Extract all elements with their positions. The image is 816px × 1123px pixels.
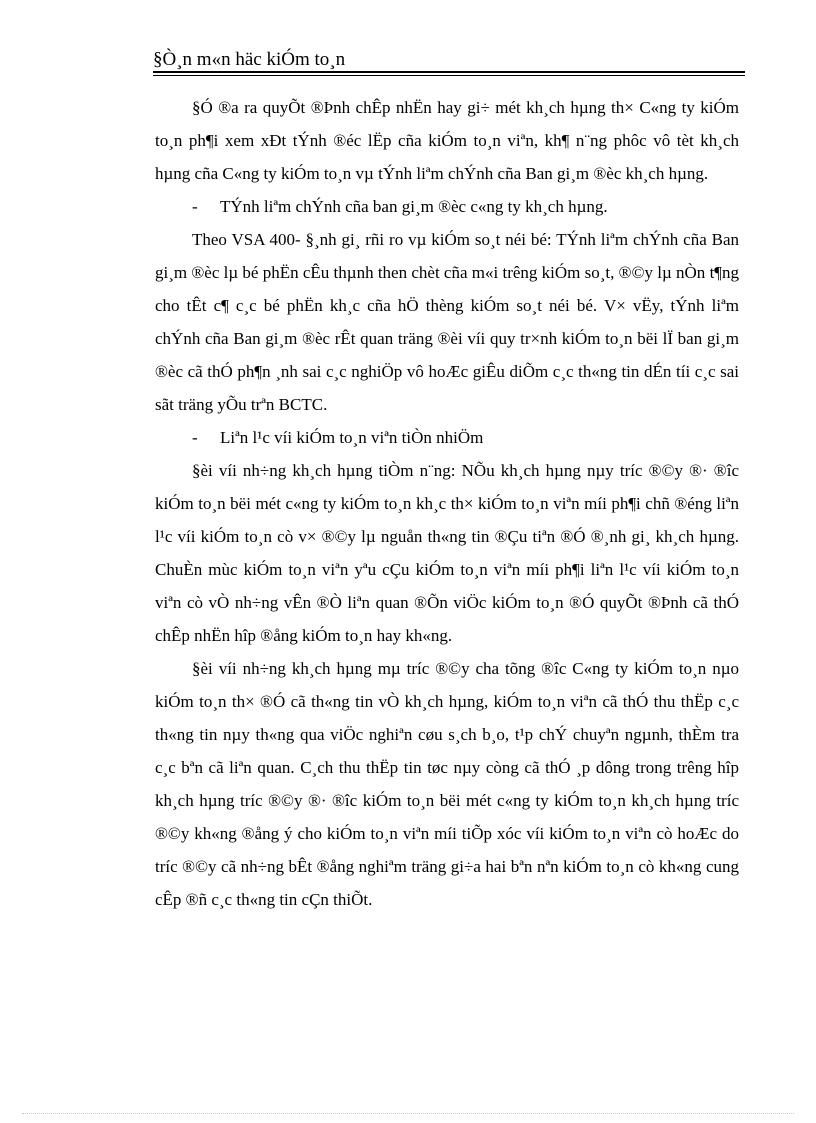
bullet-dash: - bbox=[192, 197, 198, 216]
bullet-item bbox=[155, 190, 739, 223]
bullet-text: TÝnh liªm chÝnh cña ban gi¸m ®èc c«ng ty kh¸ch hµng. bbox=[220, 197, 608, 216]
header-title: §Ò¸n m«n häc kiÓm to¸n bbox=[153, 49, 346, 70]
page-bottom-border bbox=[22, 1113, 794, 1114]
bullet-dash: - bbox=[192, 428, 198, 447]
paragraph: Theo VSA 400- §¸nh gi¸ rñi ro vµ kiÓm so¸t néi bé: TÝnh liªm chÝnh cña Ban gi¸m ®èc lµ bé phËn cÊu thµnh then chèt cña m«i trêng kiÓm so¸t, ®©y lµ nÒn t¶ng cho tÊt c¶ c¸c bé phËn kh¸c cña hÖ thèng kiÓm so¸t néi bé. V× vËy, tÝnh liªm chÝnh cña Ban gi¸m ®èc rÊt quan träng ®èi víi quy tr×nh kiÓm to¸n bëi lÏ ban gi¸m ®èc cã thÓ ph¶n ¸nh sai c¸c nghiÖp vô hoÆc giÊu diÕm c¸c th«ng tin dÉn tíi c¸c sai sãt träng yÕu trªn BCTC. bbox=[155, 230, 739, 414]
header-rule-secondary bbox=[153, 75, 745, 76]
document-body bbox=[155, 91, 739, 916]
page-header bbox=[153, 48, 745, 72]
bullet-text: Liªn l¹c víi kiÓm to¸n viªn tiÒn nhiÖm bbox=[220, 428, 484, 447]
bullet-item bbox=[155, 421, 739, 454]
paragraph: §Ó ®a ra quyÕt ®Þnh chÊp nhËn hay gi÷ mét kh¸ch hµng th× C«ng ty kiÓm to¸n ph¶i xem xÐt tÝnh ®éc lËp cña kiÓm to¸n viªn, kh¶ n¨ng phôc vô tèt kh¸ch hµng cña C«ng ty kiÓm to¸n vµ tÝnh liªm chÝnh cña Ban gi¸m ®èc kh¸ch hµng. bbox=[155, 98, 739, 183]
paragraph: §èi víi nh÷ng kh¸ch hµng mµ tríc ®©y cha tõng ®îc C«ng ty kiÓm to¸n nµo kiÓm to¸n th× ®Ó cã th«ng tin vÒ kh¸ch hµng, kiÓm to¸n viªn cã thÓ thu thËp c¸c th«ng tin nµy th«ng qua viÖc nghiªn cøu s¸ch b¸o, t¹p chÝ chuyªn ngµnh, thÈm tra c¸c bªn cã liªn quan. C¸ch thu thËp tin tøc nµy còng cã thÓ ¸p dông trong trêng hîp kh¸ch hµng tríc ®©y ®· ®îc kiÓm to¸n bëi mét c«ng ty kiÓm to¸n kh¸ch hµng tríc ®©y kh«ng ®ång ý cho kiÓm to¸n viªn míi tiÕp xóc víi kiÓm to¸n viªn cò hoÆc do tríc ®©y cã nh÷ng bÊt ®ång nghiªm träng gi÷a hai bªn nªn kiÓm to¸n cò kh«ng cung cÊp ®ñ c¸c th«ng tin cÇn thiÕt. bbox=[155, 659, 739, 909]
header-rule bbox=[153, 71, 745, 73]
paragraph: §èi víi nh÷ng kh¸ch hµng tiÒm n¨ng: NÕu kh¸ch hµng nµy tríc ®©y ®· ®îc kiÓm to¸n bëi mét c«ng ty kiÓm to¸n kh¸c th× kiÓm to¸n viªn míi ph¶i chñ ®éng liªn l¹c víi kiÓm to¸n cò v× ®©y lµ nguån th«ng tin ®Çu tiªn ®Ó ®¸nh gi¸ kh¸ch hµng. ChuÈn mùc kiÓm to¸n viªn yªu cÇu kiÓm to¸n viªn míi ph¶i liªn l¹c víi kiÓm to¸n viªn cò vÒ nh÷ng vÊn ®Ò liªn quan ®Õn viÖc kiÓm to¸n ®Ó quyÕt ®Þnh cã thÓ chÊp nhËn hîp ®ång kiÓm to¸n hay kh«ng. bbox=[155, 461, 739, 645]
